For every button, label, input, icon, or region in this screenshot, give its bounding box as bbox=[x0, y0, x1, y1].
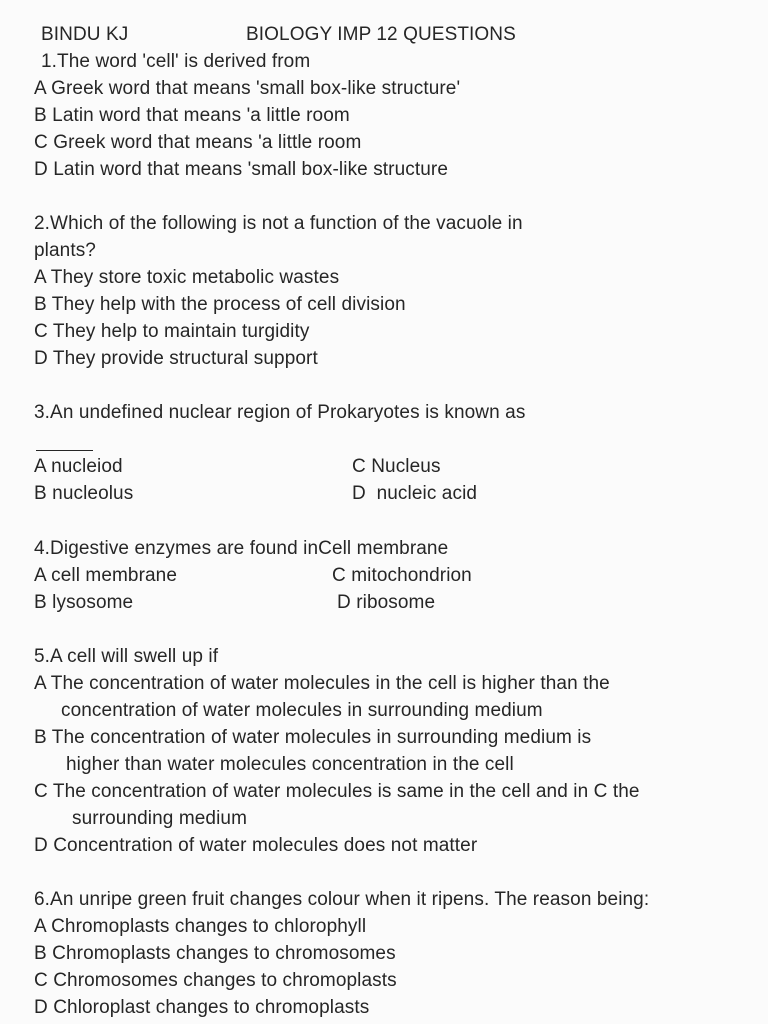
question-5-option-c-cont: surrounding medium bbox=[72, 808, 247, 829]
question-3-option-b: B nucleolus bbox=[34, 483, 134, 504]
question-3-option-c: C Nucleus bbox=[352, 456, 441, 477]
question-6-option-b: B Chromoplasts changes to chromosomes bbox=[34, 943, 396, 964]
question-3-prompt: 3.An undefined nuclear region of Prokaryotes is known as bbox=[34, 402, 526, 423]
question-6-prompt: 6.An unripe green fruit changes colour when it ripens. The reason being: bbox=[34, 889, 650, 910]
author-name: BINDU KJ bbox=[41, 24, 129, 45]
question-2-prompt-cont: plants? bbox=[34, 240, 96, 261]
question-4-option-b: B lysosome bbox=[34, 592, 134, 613]
question-2-prompt: 2.Which of the following is not a function of the vacuole in bbox=[34, 213, 523, 234]
question-3-option-d: D nucleic acid bbox=[352, 483, 478, 504]
question-2-option-a: A They store toxic metabolic wastes bbox=[34, 267, 340, 288]
question-1-option-d: D Latin word that means 'small box-like structure bbox=[34, 159, 449, 180]
question-3-option-a: A nucleiod bbox=[34, 456, 123, 477]
question-1-option-b: B Latin word that means 'a little room bbox=[34, 105, 350, 126]
question-6-option-c: C Chromosomes changes to chromoplasts bbox=[34, 970, 397, 991]
question-1-prompt: 1.The word 'cell' is derived from bbox=[41, 51, 311, 72]
question-5-option-c: C The concentration of water molecules is same in the cell and in C the bbox=[34, 781, 640, 802]
question-5-prompt: 5.A cell will swell up if bbox=[34, 646, 219, 667]
question-5-option-a-cont: concentration of water molecules in surrounding medium bbox=[61, 700, 543, 721]
question-6-option-a: A Chromoplasts changes to chlorophyll bbox=[34, 916, 367, 937]
question-5-option-a: A The concentration of water molecules in the cell is higher than the bbox=[34, 673, 610, 694]
question-5-option-b-cont: higher than water molecules concentration in the cell bbox=[66, 754, 514, 775]
question-5-option-b: B The concentration of water molecules in surrounding medium is bbox=[34, 727, 592, 748]
question-6-option-d: D Chloroplast changes to chromoplasts bbox=[34, 997, 370, 1018]
question-2-option-c: C They help to maintain turgidity bbox=[34, 321, 310, 342]
question-5-option-d: D Concentration of water molecules does not matter bbox=[34, 835, 478, 856]
question-4-prompt: 4.Digestive enzymes are found inCell membrane bbox=[34, 538, 449, 559]
question-2-option-b: B They help with the process of cell division bbox=[34, 294, 406, 315]
question-1-option-a: A Greek word that means 'small box-like structure' bbox=[34, 78, 461, 99]
question-2-option-d: D They provide structural support bbox=[34, 348, 318, 369]
question-4-option-d: D ribosome bbox=[337, 592, 436, 613]
question-4-option-a: A cell membrane bbox=[34, 565, 178, 586]
page-title: BIOLOGY IMP 12 QUESTIONS bbox=[246, 24, 516, 45]
question-1-option-c: C Greek word that means 'a little room bbox=[34, 132, 362, 153]
question-4-option-c: C mitochondrion bbox=[332, 565, 472, 586]
answer-blank-line bbox=[36, 450, 93, 451]
